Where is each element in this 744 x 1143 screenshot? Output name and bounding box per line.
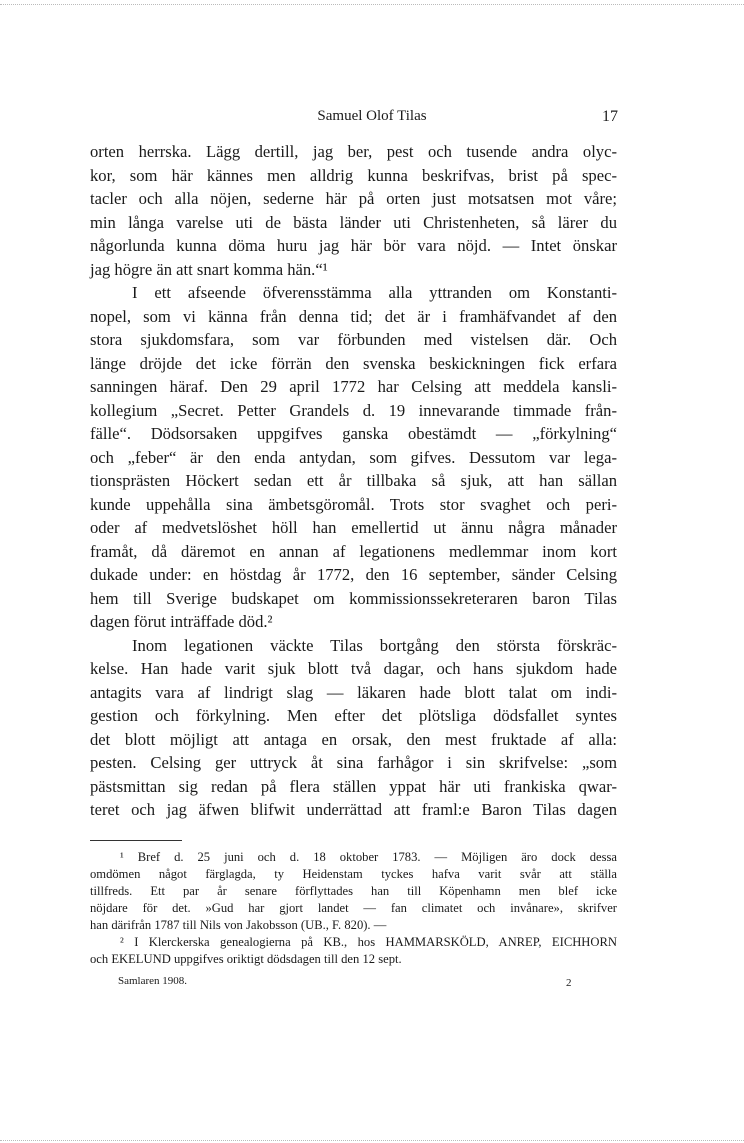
footnote-1-line: nöjdare för det. »Gud har gjort landet — fan climatet och invånare», skrifver	[90, 901, 617, 915]
footnote-1-line: ¹ Bref d. 25 juni och d. 18 oktober 1783. — Möjligen äro dock dessa	[120, 850, 617, 864]
top-edge	[0, 4, 744, 5]
paragraph-1-line: min långa varelse uti de bästa länder uti Christenheten, så lärer du	[90, 212, 617, 232]
footnote-1-line: tillfreds. Ett par år senare förflyttades han till Köpenhamn men blef icke	[90, 884, 617, 898]
paragraph-2-line: kollegium „Secret. Petter Grandels d. 19 innevarande timmade från-	[90, 400, 617, 420]
footnote-2-line: ² I Klerckerska genealogierna på KB., hos HAMMARSKÖLD, ANREP, EICHHORN	[120, 935, 617, 949]
paragraph-2-line: nopel, som vi känna från denna tid; det är i framhäfvandet af den	[90, 306, 617, 326]
bottom-edge	[0, 1140, 744, 1141]
paragraph-2-line: hem till Sverige budskapet om kommissionssekreteraren baron Tilas	[90, 588, 617, 608]
paragraph-2-line: fälle“. Dödsorsaken uppgifves ganska obestämdt — „förkylning“	[90, 424, 617, 443]
paragraph-1-line: orten herrska. Lägg dertill, jag ber, pest och tusende andra olyc-	[90, 142, 617, 161]
paragraph-2-line: kunde uppehålla sina ämbetsgöromål. Trots stor svaghet och peri-	[90, 494, 617, 514]
signature-number: 2	[566, 977, 572, 989]
paragraph-3-line: Inom legationen väckte Tilas bortgång den största förskräc-	[132, 635, 617, 655]
paragraph-3-line: kelse. Han hade varit sjuk blott två dagar, och hans sjukdom hade	[90, 659, 617, 678]
paragraph-2-line: sanningen häraf. Den 29 april 1772 har Celsing att meddela kansli-	[90, 377, 617, 396]
footnotes	[90, 849, 617, 968]
footnote-1-line: omdömen något färglagda, ty Heidenstam tyckes hafva varit svår att ställa	[90, 867, 617, 881]
footnote-2-line: och EKELUND uppgifves oriktigt dödsdagen till den 12 sept.	[90, 952, 402, 966]
paragraph-2-line: oder af medvetslöshet höll han emellertid ut ännu några månader	[90, 518, 617, 537]
paragraph-1-line: någorlunda kunna döma huru jag här bör vara nöjd. — Intet önskar	[90, 236, 617, 255]
paragraph-1-line: jag högre än att snart komma hän.“¹	[90, 259, 328, 279]
paragraph-3-line: pästsmittan sig redan på flera ställen yppat här uti frankiska qwar-	[90, 776, 617, 796]
footnote-1-line: han därifrån 1787 till Nils von Jakobsson (UB., F. 820). —	[90, 918, 387, 932]
footnote-rule	[90, 840, 182, 841]
paragraph-2-line: I ett afseende öfverensstämma alla yttranden om Konstanti-	[132, 283, 617, 302]
page-number: 17	[602, 108, 618, 125]
paragraph-2-line: framåt, då däremot en annan af legationens medlemmar inom kort	[90, 541, 617, 561]
paragraph-3-line: antagits vara af lindrigt slag — läkaren hade blott talat om indi-	[90, 682, 617, 702]
paragraph-2-line: och „feber“ är den enda antydan, som gifves. Dessutom var lega-	[90, 447, 617, 467]
paragraph-3-line: teret och jag äfwen blifwit underrättad att framl:e Baron Tilas dagen	[90, 800, 617, 819]
paragraph-2-line: dagen förut inträffade död.²	[90, 612, 273, 631]
paragraph-3-line: det blott möjligt att antaga en orsak, den mest fruktade af alla:	[90, 729, 617, 749]
paragraph-3-line: gestion och förkylning. Men efter det plötsliga dödsfallet syntes	[90, 706, 617, 725]
paragraph-1-line: tacler och alla nöjen, sederne här på orten just motsatsen mot våre;	[90, 189, 617, 208]
main-text	[90, 140, 617, 822]
paragraph-2-line: länge dröjde det icke förrän den svenska beskickningen fick erfara	[90, 353, 617, 373]
paragraph-2-line: tionsprästen Höckert sedan ett år tillbaka så sjuk, att han sällan	[90, 471, 617, 490]
signature-mark: Samlaren 1908.	[118, 975, 188, 987]
running-header-title: Samuel Olof Tilas	[317, 108, 427, 124]
paragraph-1-line: kor, som här kännes men alldrig kunna beskrifvas, brist på spec-	[90, 165, 617, 185]
paragraph-2-line: stora sjukdomsfara, som var förbunden med vistelsen där. Och	[90, 330, 617, 349]
paragraph-3-line: pesten. Celsing ger uttryck åt sina farhågor i sin skrifvelse: „som	[90, 753, 617, 772]
paragraph-2-line: dukade under: en höstdag år 1772, den 16 september, sänder Celsing	[90, 565, 617, 584]
